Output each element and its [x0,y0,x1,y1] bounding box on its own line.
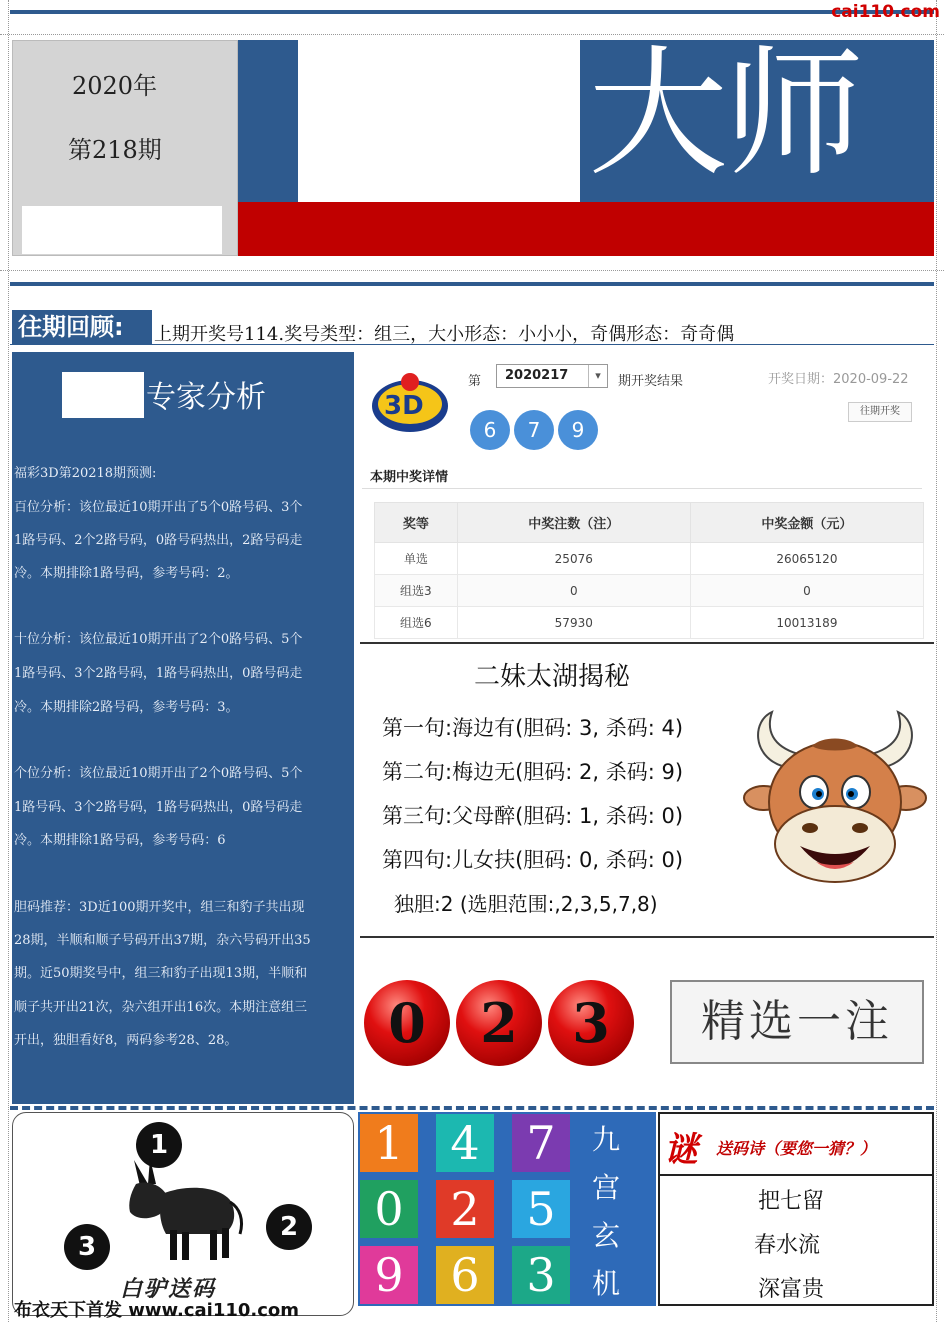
prize-table [374,502,924,639]
grid-cell: 7 [512,1114,570,1172]
issue-label: 第218期 [68,136,162,164]
riddle-line: 第二句:梅边无(胆码: 2, 杀码: 9) [382,760,684,784]
page-title: 大师 [588,33,861,196]
table-cell: 0 [690,575,923,607]
prize-separator [362,488,922,489]
review-underline [10,344,934,345]
single-pick-text: 独胆:2 (选胆范围:,2,3,5,7,8) [394,892,658,916]
expert-line: 期。近50期奖号中，组三和豹子出现13期，半顺和 [14,966,308,981]
expert-line: 十位分析：该位最近10期开出了2个0路号码、5个 [14,632,303,647]
expert-line: 个位分析：该位最近10期开出了2个0路号码、5个 [14,766,303,781]
poem-heading: 送码诗（要您一猜？） [716,1139,877,1158]
chevron-down-icon[interactable]: ▾ [588,365,607,387]
table-cell: 57930 [457,607,690,639]
poem-line: 深富贵 [758,1277,825,1302]
expert-line: 1路号码、3个2路号码，1路号码热出，0路号码走 [14,666,303,681]
header-bottom-bar [10,282,934,286]
donkey-number: 2 [266,1204,312,1250]
expert-line: 开出，独胆看好8，两码参考28、28。 [14,1033,238,1048]
pick-label: 精选一注 [670,980,924,1064]
period-select[interactable]: 2020217 [496,364,608,388]
pick-ball: 0 [364,980,450,1066]
riddle-line: 第四句:儿女扶(胆码: 0, 杀码: 0) [382,848,684,872]
riddle-line: 第一句:海边有(胆码: 3, 杀码: 4) [382,716,684,740]
section-divider [360,642,934,644]
riddle-line: 第三句:父母醉(胆码: 1, 杀码: 0) [382,804,684,828]
table-row [375,607,924,639]
riddle-icon: 谜 [664,1130,698,1170]
expert-line: 福彩3D第20218期预测: [14,466,157,481]
past-draws-button[interactable]: 往期开奖 [848,402,912,422]
riddle-title: 二妹太湖揭秘 [474,662,631,692]
frame-divider [0,270,944,271]
year-blank [22,206,222,254]
result-ball: 6 [470,410,510,450]
prize-title: 本期中奖详情 [370,470,449,485]
footer-text: 布衣天下首发 www.cai110.com [14,1300,300,1321]
donkey-number: 1 [136,1122,182,1168]
table-header: 奖等 [375,503,458,543]
result-ball: 7 [514,410,554,450]
table-cell: 组选3 [375,575,458,607]
svg-text:3D: 3D [384,391,424,421]
grid-word: 机 [592,1267,621,1300]
table-cell: 单选 [375,543,458,575]
grid-cell: 0 [360,1180,418,1238]
bull-mascot-icon [742,706,928,890]
donkey-label: 白驴送码 [120,1277,217,1302]
expert-line: 1路号码、2个2路号码，0路号码热出，2路号码走 [14,533,303,548]
grid-word: 九 [592,1123,621,1156]
grid-word: 玄 [592,1219,621,1252]
pick-ball: 2 [456,980,542,1066]
frame-left [8,0,9,1322]
result-label: 期开奖结果 [618,374,684,389]
table-header: 中奖金额（元） [690,503,923,543]
header-top-bar [10,10,934,14]
poem-line: 把七留 [758,1189,825,1214]
header-title-blank [298,40,580,202]
header-red-band [238,202,934,256]
grid-word: 宫 [592,1171,621,1204]
expert-line: 百位分析：该位最近10期开出了5个0路号码、3个 [14,500,303,515]
table-cell: 0 [457,575,690,607]
expert-title: 专家分析 [146,380,266,415]
expert-name-blank [62,372,144,418]
review-tag: 往期回顾: [12,310,152,344]
donkey-icon [126,1154,246,1266]
table-cell: 26065120 [690,543,923,575]
table-row [375,575,924,607]
year-label: 2020年 [72,72,158,100]
period-prefix: 第 [468,374,482,389]
expert-line: 28期，半顺和顺子号码开出37期，杂六号码开出35 [14,933,311,948]
donkey-number: 3 [64,1224,110,1270]
expert-line: 冷。本期排除1路号码，参考号码：2。 [14,566,239,581]
result-ball: 9 [558,410,598,450]
poem-line: 春水流 [754,1233,821,1258]
table-cell: 25076 [457,543,690,575]
section-divider [360,936,934,938]
table-cell: 组选6 [375,607,458,639]
frame-right [936,0,937,1322]
grid-cell: 2 [436,1180,494,1238]
table-header: 中奖注数（注） [457,503,690,543]
review-text: 上期开奖号114.奖号类型：组三，大小形态：小小小，奇偶形态：奇奇偶 [154,324,735,345]
draw-date: 开奖日期：2020-09-22 [768,372,909,387]
grid-cell: 4 [436,1114,494,1172]
expert-line: 1路号码、3个2路号码，1路号码热出，0路号码走 [14,800,303,815]
bottom-dashed-divider [10,1106,934,1110]
expert-line: 顺子共开出21次，杂六组开出16次。本期注意组三 [14,1000,308,1015]
grid-cell: 1 [360,1114,418,1172]
pick-ball: 3 [548,980,634,1066]
expert-line: 胆码推荐：3D近100期开奖中，组三和豹子共出现 [14,900,305,915]
grid-cell: 9 [360,1246,418,1304]
table-cell: 10013189 [690,607,923,639]
grid-cell: 5 [512,1180,570,1238]
expert-line: 冷。本期排除1路号码，参考号码：6 [14,833,226,848]
lottery-3d-logo-icon [368,372,452,434]
grid-cell: 6 [436,1246,494,1304]
grid-cell: 3 [512,1246,570,1304]
site-name[interactable]: cai110.com [831,2,940,22]
table-row [375,543,924,575]
expert-line: 冷。本期排除2路号码，参考号码：3。 [14,700,239,715]
